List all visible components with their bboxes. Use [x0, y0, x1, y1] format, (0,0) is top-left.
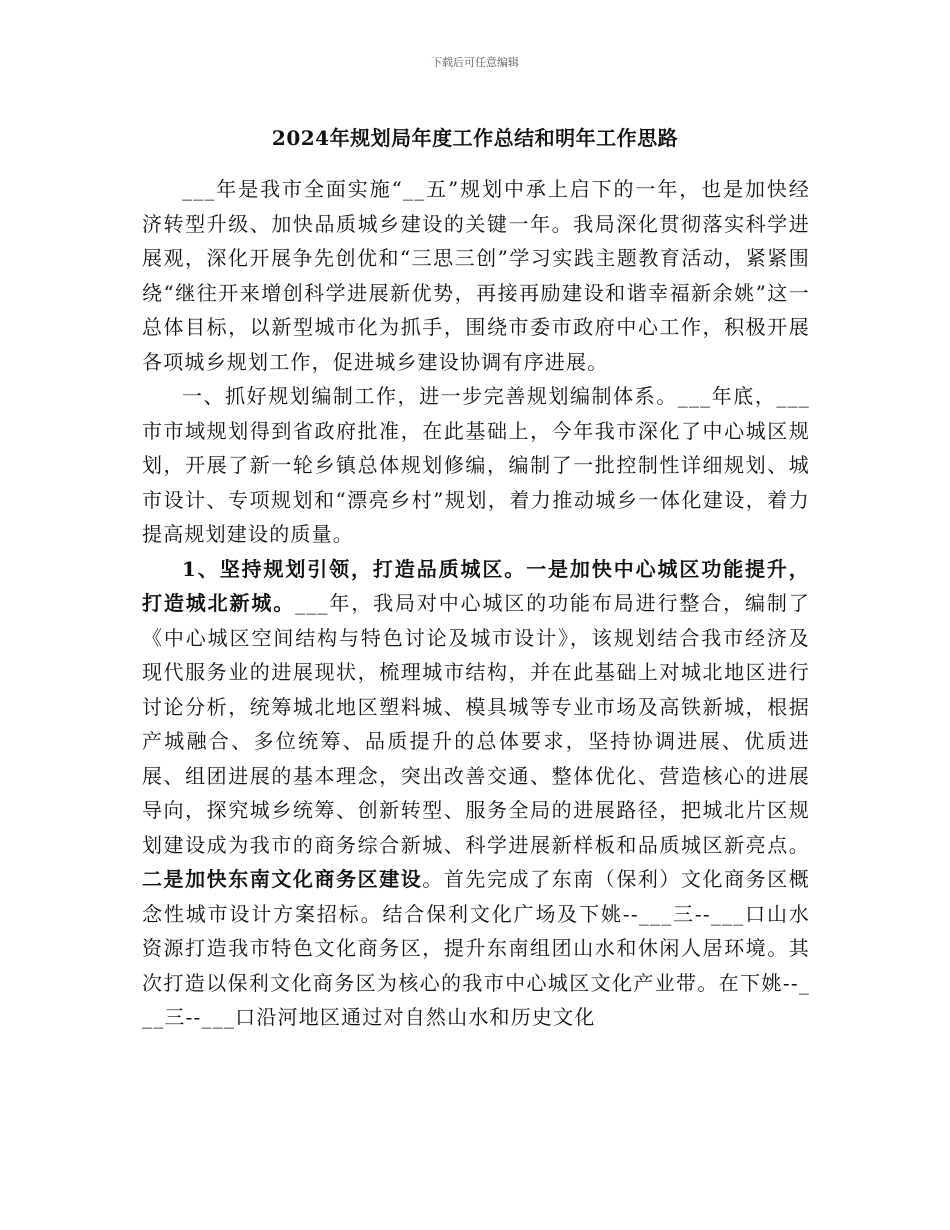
bold-heading-run: 1、坚持规划引领，打造品质城区。一是加快中心城区功能提升，打造城北新城。	[142, 556, 810, 615]
paragraph-text: 一、抓好规划编制工作，进一步完善规划编制体系。___年底，___市市域规划得到省政府批准，在此基础上，今年我市深化了中心城区规划，开展了新一轮乡镇总体规划修编，编制了一批控制性详细规划、城市设计、专项规划和“漂亮乡村”规划，着力推动城乡一体化建设，着力提高规划建设的质量。	[142, 384, 810, 546]
paragraph-text: ___年是我市全面实施“__五”规划中承上启下的一年，也是加快经济转型升级、加快品质城乡建设的关键一年。我局深化贯彻落实科学进展观，深化开展争先创优和“三思三创”学习实践主题教育活动，紧紧围绕“继往开来增创科学进展新优势，再接再励建设和谐幸福新余姚”这一总体目标，以新型城市化为抓手，围绕市委市政府中心工作，积极开展各项城乡规划工作，促进城乡建设协调有序进展。	[142, 177, 810, 374]
document-body	[142, 172, 810, 1035]
bold-heading-run: 二是加快东南文化商务区建设	[142, 867, 423, 891]
paragraph-text: ___年，我局对中心城区的功能布局进行整合，编制了《中心城区空间结构与特色讨论及城市设计》，该规划结合我市经济及现代服务业的进展现状，梳理城市结构，并在此基础上对城北地区进行讨论分析，统筹城北地区塑料城、模具城等专业市场及高铁新城，根据产城融合、多位统筹、品质提升的总体要求，坚持协调进展、优质进展、组团进展的基本理念，突出改善交通、整体优化、营造核心的进展导向，探究城乡统筹、创新转型、服务全局的进展路径，把城北片区规划建设成为我市的商务综合新城、科学进展新样板和品质城区新亮点。	[142, 591, 811, 857]
document-title: 2024年规划局年度工作总结和明年工作思路	[271, 126, 679, 150]
paragraph-item-one	[142, 552, 810, 1035]
paragraph-section-one	[142, 379, 810, 552]
header-note: 下载后可任意编辑	[431, 56, 519, 69]
paragraph-text: 。首先完成了东南（保利）文化商务区概念性城市设计方案招标。结合保利文化广场及下姚--___三--___口山水资源打造我市特色文化商务区，提升东南组团山水和休闲人居环境。其次打造以保利文化商务区为核心的我市中心城区文化产业带。在下姚--___三--___口沿河地区通过对自然山水和历史文化	[142, 867, 810, 1029]
paragraph-intro	[142, 172, 810, 379]
